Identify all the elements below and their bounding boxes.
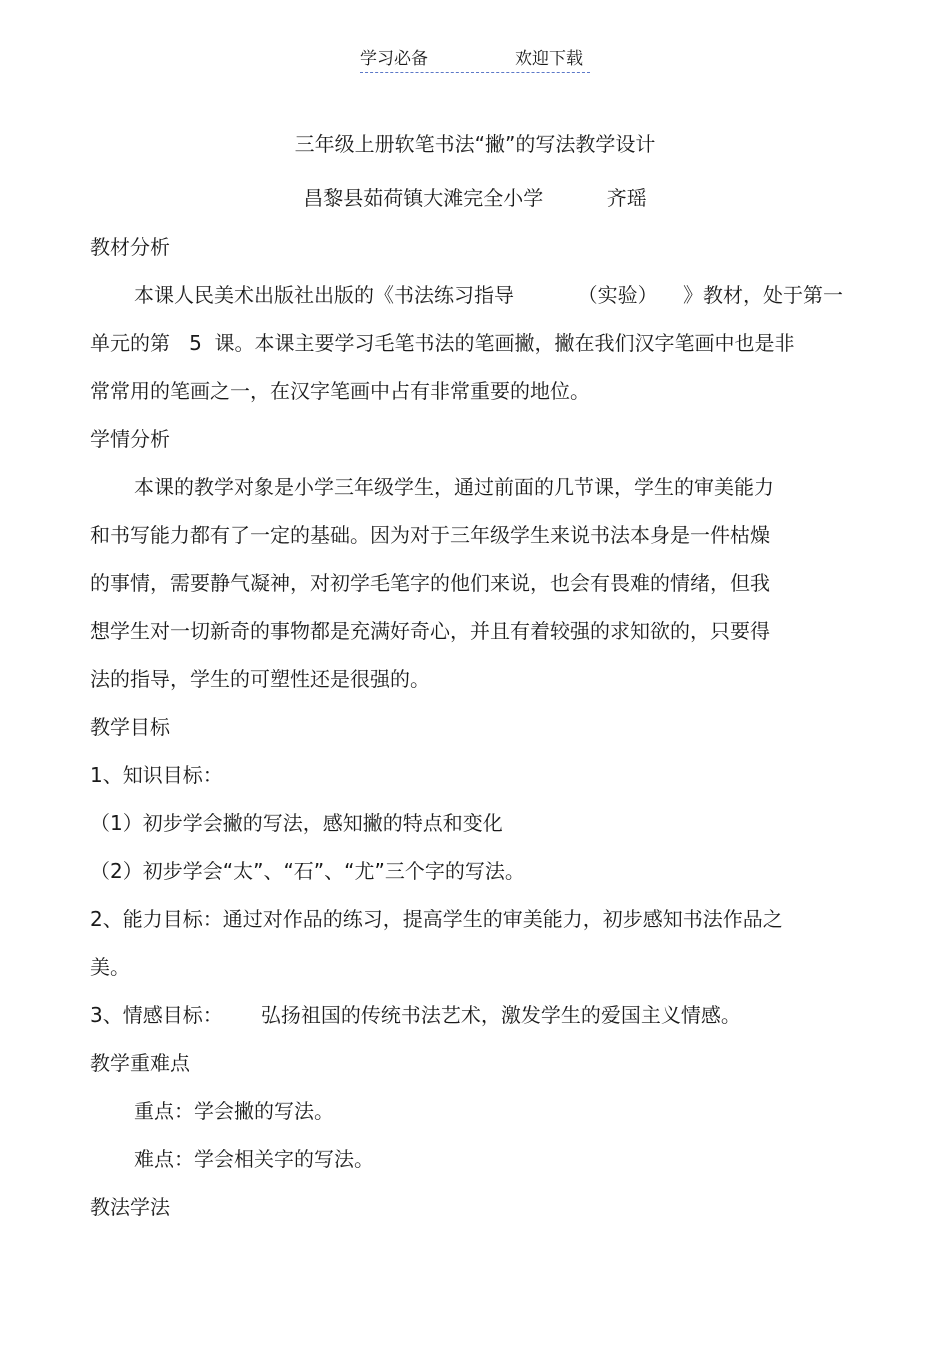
header-left-text: 学习必备 [360, 49, 428, 69]
section-heading-students: 学情分析 [90, 427, 170, 451]
page-header [360, 46, 590, 73]
objective-item-continued: 美。 [90, 955, 130, 979]
difficulty-line: 难点：学会相关字的写法。 [134, 1147, 374, 1171]
paragraph-line: 和书写能力都有了一定的基础。因为对于三年级学生来说书法本身是一件枯燥 [90, 523, 770, 547]
document-title: 三年级上册软笔书法“撇”的写法教学设计 [294, 132, 656, 156]
section-heading-objectives: 教学目标 [90, 715, 170, 739]
section-heading-methods: 教法学法 [90, 1195, 170, 1219]
key-point-line: 重点：学会撇的写法。 [134, 1099, 334, 1123]
objective-subitem: （1）初步学会撇的写法，感知撇的特点和变化 [90, 811, 503, 835]
paragraph-line: 本课人民美术出版社出版的《书法练习指导 （实验） 》教材，处于第一 [134, 283, 844, 307]
objective-item: 3、情感目标： 弘扬祖国的传统书法艺术，激发学生的爱国主义情感。 [90, 1003, 741, 1027]
paragraph-line: 本课的教学对象是小学三年级学生，通过前面的几节课，学生的审美能力 [134, 475, 774, 499]
paragraph-line: 法的指导，学生的可塑性还是很强的。 [90, 667, 430, 691]
header-right-text: 欢迎下载 [515, 49, 583, 69]
paragraph-line: 单元的第 5 课。本课主要学习毛笔书法的笔画撇，撇在我们汉字笔画中也是非 [90, 331, 795, 355]
author-line: 昌黎县茹荷镇大滩完全小学 齐瑶 [303, 186, 647, 210]
paragraph-line: 想学生对一切新奇的事物都是充满好奇心，并且有着较强的求知欲的，只要得 [90, 619, 770, 643]
section-heading-materials: 教材分析 [90, 235, 170, 259]
objective-item: 1、知识目标： [90, 763, 223, 787]
objective-item: 2、能力目标：通过对作品的练习，提高学生的审美能力，初步感知书法作品之 [90, 907, 783, 931]
paragraph-line: 常常用的笔画之一，在汉字笔画中占有非常重要的地位。 [90, 379, 590, 403]
section-heading-key-points: 教学重难点 [90, 1051, 190, 1075]
objective-subitem: （2）初步学会“太”、“石”、“尤”三个字的写法。 [90, 859, 525, 883]
paragraph-line: 的事情，需要静气凝神，对初学毛笔字的他们来说，也会有畏难的情绪，但我 [90, 571, 770, 595]
